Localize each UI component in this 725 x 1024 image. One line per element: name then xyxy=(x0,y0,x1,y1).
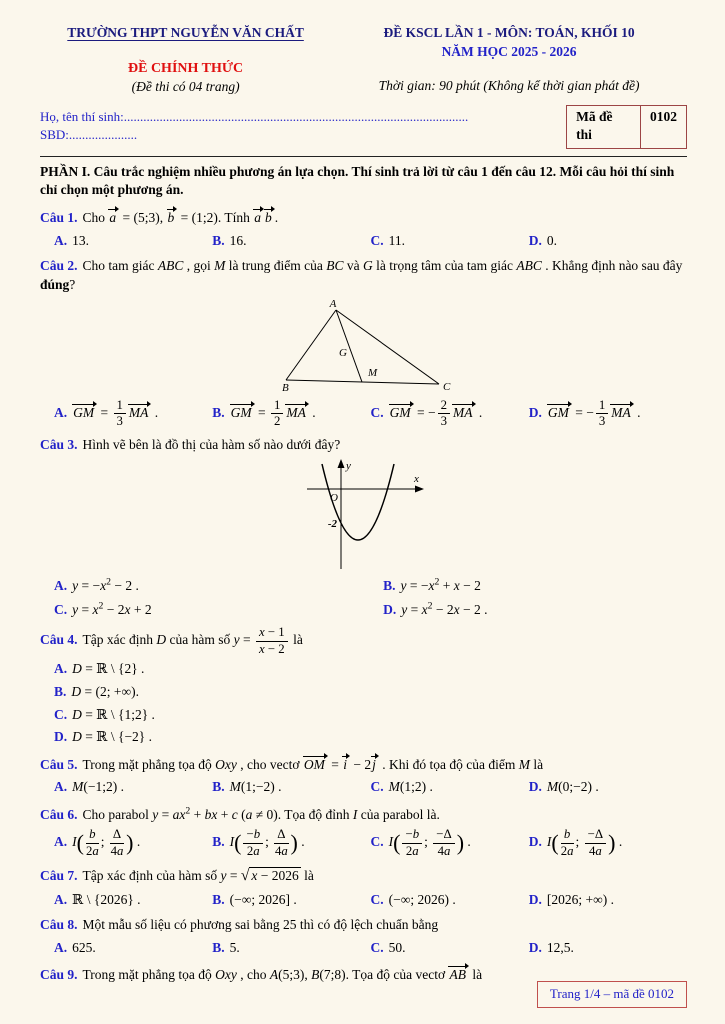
question-4-body xyxy=(40,626,687,656)
option-a xyxy=(54,399,212,429)
question-label: Câu 9. xyxy=(40,967,78,983)
option-c xyxy=(371,939,529,958)
question-text: Trong mặt phẳng tọa độ Oxy , cho vectơ OM = i − 2j . Khi đó tọa độ của điểm M là xyxy=(83,757,544,772)
option-text: GM = − $\frac{1}{3}$ MA . xyxy=(547,397,641,429)
part1-heading: PHẦN I. Câu trắc nghiệm nhiều phương án lựa chọn. Thí sinh trả lời từ câu 1 đến câu 12. Mỗi câu hỏi thí sinh chỉ chọn một phương án. xyxy=(40,163,675,198)
option-text: 13. xyxy=(72,232,89,248)
official-exam-label: ĐỀ CHÍNH THỨC xyxy=(128,60,244,76)
option-letter: D. xyxy=(528,404,542,420)
option-text: I( $\frac{-b}{2a}$ ; $\frac{-\Delta}{4a}$ ) . xyxy=(388,827,471,858)
vertex-b-label: B xyxy=(282,381,289,394)
option-text: D = ℝ \ {2} . xyxy=(72,661,145,677)
option-a xyxy=(54,232,212,251)
option-text: M(0;−2) . xyxy=(546,779,599,795)
option-letter: D. xyxy=(528,834,542,850)
option-c xyxy=(54,706,687,725)
question-1-body xyxy=(40,207,687,228)
x-axis-label: x xyxy=(413,473,419,486)
question-text: Cho parabol $y = ax^2$ + bx + c (a ≠ 0). Tọa độ đỉnh I của parabol là. xyxy=(82,805,440,822)
student-info-row xyxy=(40,105,687,149)
question-3-body xyxy=(40,436,687,455)
option-c xyxy=(371,778,529,797)
option-letter: C. xyxy=(370,404,384,420)
option-text: $y = -x^2 + x - 2$ xyxy=(400,576,481,593)
option-letter: A. xyxy=(54,834,68,850)
triangle-figure xyxy=(276,298,451,395)
option-text: M(−1;2) . xyxy=(72,779,124,795)
question-7 xyxy=(40,865,687,909)
option-letter: B. xyxy=(383,577,396,593)
option-d xyxy=(529,778,687,797)
exam-code-value: 0102 xyxy=(650,108,677,124)
option-letter: C. xyxy=(54,601,68,617)
question-4-options xyxy=(40,660,687,747)
option-text: I( $\frac{b}{2a}$ ; $\frac{-\Delta}{4a}$ ) . xyxy=(546,827,623,858)
student-name-line: Họ, tên thí sinh:.......................................................................................................... SBD:..................... xyxy=(40,108,469,142)
question-label: Câu 2. xyxy=(40,258,78,274)
option-letter: B. xyxy=(212,891,225,907)
question-8-body xyxy=(40,916,687,935)
question-3 xyxy=(40,436,687,620)
option-d xyxy=(54,728,687,747)
option-text: ℝ \ {2026} . xyxy=(72,891,141,907)
option-letter: B. xyxy=(54,683,67,699)
option-text: (−∞; 2026) . xyxy=(388,891,456,907)
question-5-body xyxy=(40,754,687,775)
midpoint-m-label: M xyxy=(368,366,378,379)
option-letter: A. xyxy=(54,939,68,955)
option-letter: C. xyxy=(370,232,384,248)
option-b xyxy=(54,683,687,702)
question-1-options xyxy=(40,232,687,251)
exam-title: ĐỀ KSCL LẦN 1 - MÔN: TOÁN, KHỐI 10 xyxy=(383,25,635,40)
option-letter: B. xyxy=(212,404,225,420)
option-text: (−∞; 2026] . xyxy=(229,891,297,907)
option-a xyxy=(54,828,212,858)
parabola-figure xyxy=(301,457,427,571)
option-letter: C. xyxy=(54,706,68,722)
option-text: $y = x^2 - 2x - 2$ . xyxy=(401,600,488,617)
question-label: Câu 5. xyxy=(40,756,78,772)
option-letter: C. xyxy=(370,779,384,795)
exam-code-box xyxy=(566,105,687,149)
option-a xyxy=(54,939,212,958)
option-d xyxy=(383,599,687,619)
question-text: Tập xác định của hàm số y = √ x − 2026 là xyxy=(82,867,314,885)
option-text: GM = − $\frac{2}{3}$ MA . xyxy=(389,397,483,429)
y-axis-label: y xyxy=(345,460,351,473)
question-text: Tập xác định D của hàm số y = $\frac{x - 1}{x - 2}$ là xyxy=(82,625,303,656)
option-letter: C. xyxy=(370,834,384,850)
question-text: Cho tam giác ABC , gọi M là trung điểm của BC và G là trọng tâm của tam giác ABC . Khẳng định nào sau đây đúng? xyxy=(40,258,683,292)
option-letter: A. xyxy=(54,891,68,907)
option-letter: B. xyxy=(212,779,225,795)
question-5 xyxy=(40,754,687,797)
option-text: D = (2; +∞). xyxy=(71,683,139,699)
question-label: Câu 6. xyxy=(40,806,78,822)
question-label: Câu 4. xyxy=(40,632,78,648)
question-label: Câu 1. xyxy=(40,210,78,226)
exam-code-label: Mã đề thi xyxy=(567,106,641,148)
page-footer-box: Trang 1/4 – mã đề 0102 xyxy=(537,981,687,1008)
option-d xyxy=(529,399,687,429)
option-d xyxy=(529,891,687,910)
option-b xyxy=(212,828,370,858)
question-text: Cho a = (5;3), b = (1;2). Tính a b . xyxy=(83,210,279,225)
y-intercept-label: -2 xyxy=(327,518,337,531)
question-text: Một mẫu số liệu có phương sai bằng 25 thì có độ lệch chuẩn bằng xyxy=(82,917,439,933)
option-a xyxy=(54,660,687,679)
question-3-options xyxy=(40,575,687,619)
option-letter: B. xyxy=(212,834,225,850)
option-letter: D. xyxy=(528,779,542,795)
option-letter: B. xyxy=(212,232,225,248)
option-letter: C. xyxy=(370,891,384,907)
pages-note: (Đề thi có 04 trang) xyxy=(131,78,240,94)
option-letter: D. xyxy=(528,232,542,248)
question-8-options xyxy=(40,939,687,958)
question-2-body xyxy=(40,257,687,294)
option-text: M(1;−2) . xyxy=(229,779,282,795)
option-a xyxy=(54,778,212,797)
option-text: M(1;2) . xyxy=(388,779,433,795)
vertex-c-label: C xyxy=(443,380,451,393)
option-text: $y = -x^2 - 2$ . xyxy=(72,576,139,593)
question-6-options xyxy=(40,828,687,858)
option-letter: B. xyxy=(212,939,225,955)
option-letter: A. xyxy=(54,232,68,248)
question-6-body xyxy=(40,804,687,824)
question-label: Câu 3. xyxy=(40,436,78,452)
question-4 xyxy=(40,626,687,746)
option-b xyxy=(212,939,370,958)
centroid-g-label: G xyxy=(339,346,347,359)
option-d xyxy=(529,939,687,958)
option-letter: A. xyxy=(54,661,68,677)
school-name: TRƯỜNG THPT NGUYỄN VĂN CHẤT xyxy=(67,25,304,40)
question-5-options xyxy=(40,778,687,797)
option-text: GM = $\frac{1}{3}$ MA . xyxy=(73,397,159,429)
question-label: Câu 7. xyxy=(40,868,78,884)
option-b xyxy=(383,575,687,595)
option-letter: D. xyxy=(528,939,542,955)
option-c xyxy=(371,232,529,251)
option-b xyxy=(212,399,370,429)
option-b xyxy=(212,891,370,910)
header-right-column xyxy=(331,24,687,97)
option-text: 12,5. xyxy=(546,939,574,955)
option-letter: A. xyxy=(54,779,68,795)
option-b xyxy=(212,232,370,251)
option-letter: D. xyxy=(54,729,68,745)
option-text: $y = x^2 - 2x + 2$ xyxy=(72,600,152,617)
option-d xyxy=(529,828,687,858)
option-a xyxy=(54,575,383,595)
option-letter: C. xyxy=(370,939,384,955)
option-text: D = ℝ \ {−2} . xyxy=(72,729,153,745)
question-6 xyxy=(40,804,687,858)
option-text: 16. xyxy=(229,232,247,248)
option-text: 5. xyxy=(229,939,240,955)
question-text: Trong mặt phẳng tọa độ Oxy , cho A(5;3), B(7;8). Tọa độ của vectơ AB là xyxy=(83,967,483,982)
option-letter: D. xyxy=(528,891,542,907)
option-text: 0. xyxy=(546,232,557,248)
question-label: Câu 8. xyxy=(40,917,78,933)
school-year: NĂM HỌC 2025 - 2026 xyxy=(441,43,577,59)
question-text: Hình vẽ bên là đồ thị của hàm số nào dưới đây? xyxy=(82,436,341,452)
option-text: [2026; +∞) . xyxy=(546,891,614,907)
option-text: I( $\frac{-b}{2a}$ ; $\frac{\Delta}{4a}$ ) . xyxy=(229,827,305,858)
question-1 xyxy=(40,207,687,250)
header-left-column xyxy=(40,24,331,97)
duration-note: Thời gian: 90 phút (Không kể thời gian phát đề) xyxy=(378,78,640,94)
option-text: I( $\frac{b}{2a}$ ; $\frac{\Delta}{4a}$ ) . xyxy=(72,827,141,858)
option-text: 50. xyxy=(388,939,406,955)
option-b xyxy=(212,778,370,797)
option-c xyxy=(54,599,383,619)
question-8 xyxy=(40,916,687,957)
question-7-body xyxy=(40,865,687,886)
option-letter: A. xyxy=(54,404,68,420)
page-header xyxy=(40,24,687,97)
option-c xyxy=(371,891,529,910)
option-text: 625. xyxy=(72,939,96,955)
option-text: D = ℝ \ {1;2} . xyxy=(72,706,155,722)
option-c xyxy=(371,828,529,858)
question-2 xyxy=(40,257,687,428)
question-2-options xyxy=(40,399,687,429)
option-letter: D. xyxy=(383,601,397,617)
vertex-a-label: A xyxy=(329,297,337,310)
option-c xyxy=(371,399,529,429)
option-letter: A. xyxy=(54,577,68,593)
option-d xyxy=(529,232,687,251)
option-text: 11. xyxy=(388,232,405,248)
question-7-options xyxy=(40,891,687,910)
option-text: GM = $\frac{1}{2}$ MA . xyxy=(230,397,316,429)
option-a xyxy=(54,891,212,910)
header-divider xyxy=(40,156,687,157)
origin-label: O xyxy=(329,492,338,505)
